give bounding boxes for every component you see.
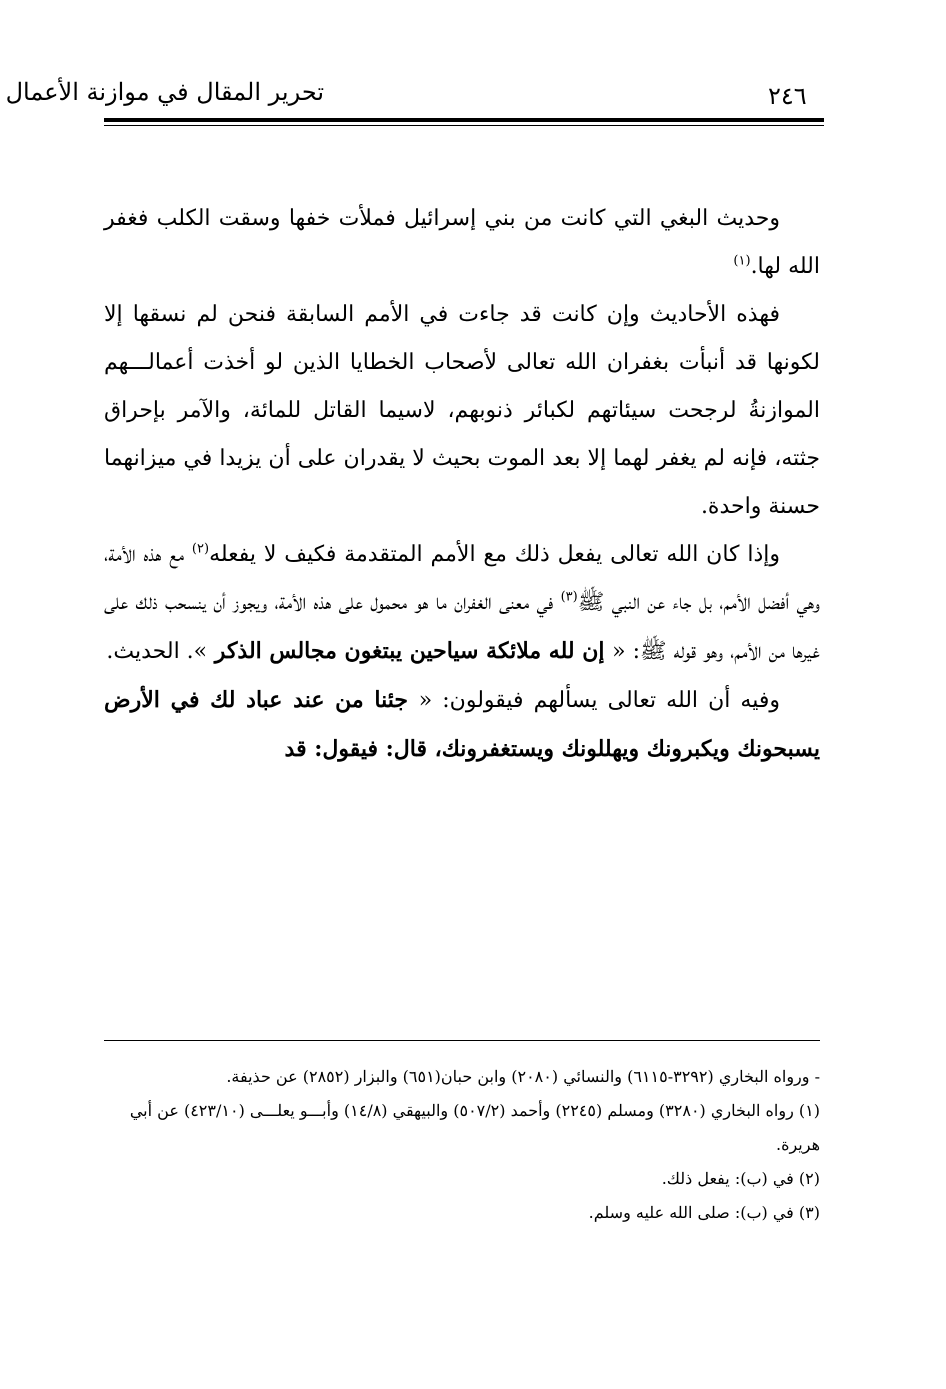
footnotes — [104, 1060, 820, 1230]
header-rule-thick — [104, 118, 824, 122]
body-text — [104, 195, 820, 774]
footnote-dash: - ورواه البخاري (٣٢٩٢-٦١١٥) والنسائي (٢٠٨٠) وابن حبان(٦٥١) والبزار (٢٨٥٢) عن حذيفة. — [226, 1067, 820, 1086]
footnote-ref-3: (٣) — [560, 589, 578, 605]
header-rule-thin — [104, 125, 824, 126]
hadith-quote: إن لله ملائكة سياحين يبتغون مجالس الذكر — [207, 638, 613, 664]
footnote-separator — [104, 1040, 820, 1041]
paragraph-3: وإذا كان الله تعالى يفعل ذلك مع الأمم المتقدمة فكيف لا يفعله$^{(٢)}$ مع هذه الأمة، وهي أفضل الأمم، بل جاء عن النبي ﷺ$^{(٣)}$ في معنى الغفران ما هو محمول على هذه الأمة، ويجوز أن ينسحب ذلك على غيرها من الأمم، وهو قوله ﷺ: « إن لله ملائكة سياحين يبتغون مجالس الذكر ». الحديث. — [104, 541, 820, 664]
footnote-ref-1: (١) — [733, 253, 751, 269]
paragraph-1: وحديث البغي التي كانت من بني إسرائيل فملأت خفها وسقت الكلب فغفر الله لها.$^{(١)}$ — [104, 206, 820, 279]
page-number: ٢٤٦ — [768, 82, 807, 110]
paragraph-4: وفيه أن الله تعالى يسألهم فيقولون: « جئنا من عند عباد لك في الأرض يسبحونك ويكبرونك ويهللونك ويستغفرونك، قال: فيقول: قد — [104, 687, 820, 762]
footnote-1: (١) رواه البخاري (٣٢٨٠) ومسلم (٢٢٤٥) وأحمد (٥٠٧/٢) والبيهقي (١٤/٨) وأبـــو يعلـــى (٤٢٣/١٠) عن أبي هريرة. — [129, 1101, 820, 1154]
hadith-quote-2: جئنا من عند عباد لك في الأرض يسبحونك ويكبرونك ويهللونك ويستغفرونك، قال: فيقول: قد — [104, 687, 820, 762]
footnote-3: (٣) في (ب): صلى الله عليه وسلم. — [588, 1203, 820, 1222]
footnote-2: (٢) في (ب): يفعل ذلك. — [661, 1169, 820, 1188]
footnote-ref-2: (٢) — [191, 541, 210, 557]
paragraph-2: فهذه الأحاديث وإن كانت قد جاءت في الأمم السابقة فنحن لم نسقها إلا لكونها قد أنبأت بغفران الله تعالى لأصحاب الخطايا الذين لو أخذت أعمالـــهم الموازنةُ لرجحت سيئاتهم لكبائر ذنوبهم، لاسيما القاتل للمائة، والآمر بإحراق جثته، فإنه لم يغفر لهما إلا بعد الموت بحيث لا يقدران على أن يزيدا في ميزانهما حسنة واحدة. — [104, 302, 820, 519]
running-title: تحرير المقال في موازنة الأعمال — [5, 78, 324, 106]
